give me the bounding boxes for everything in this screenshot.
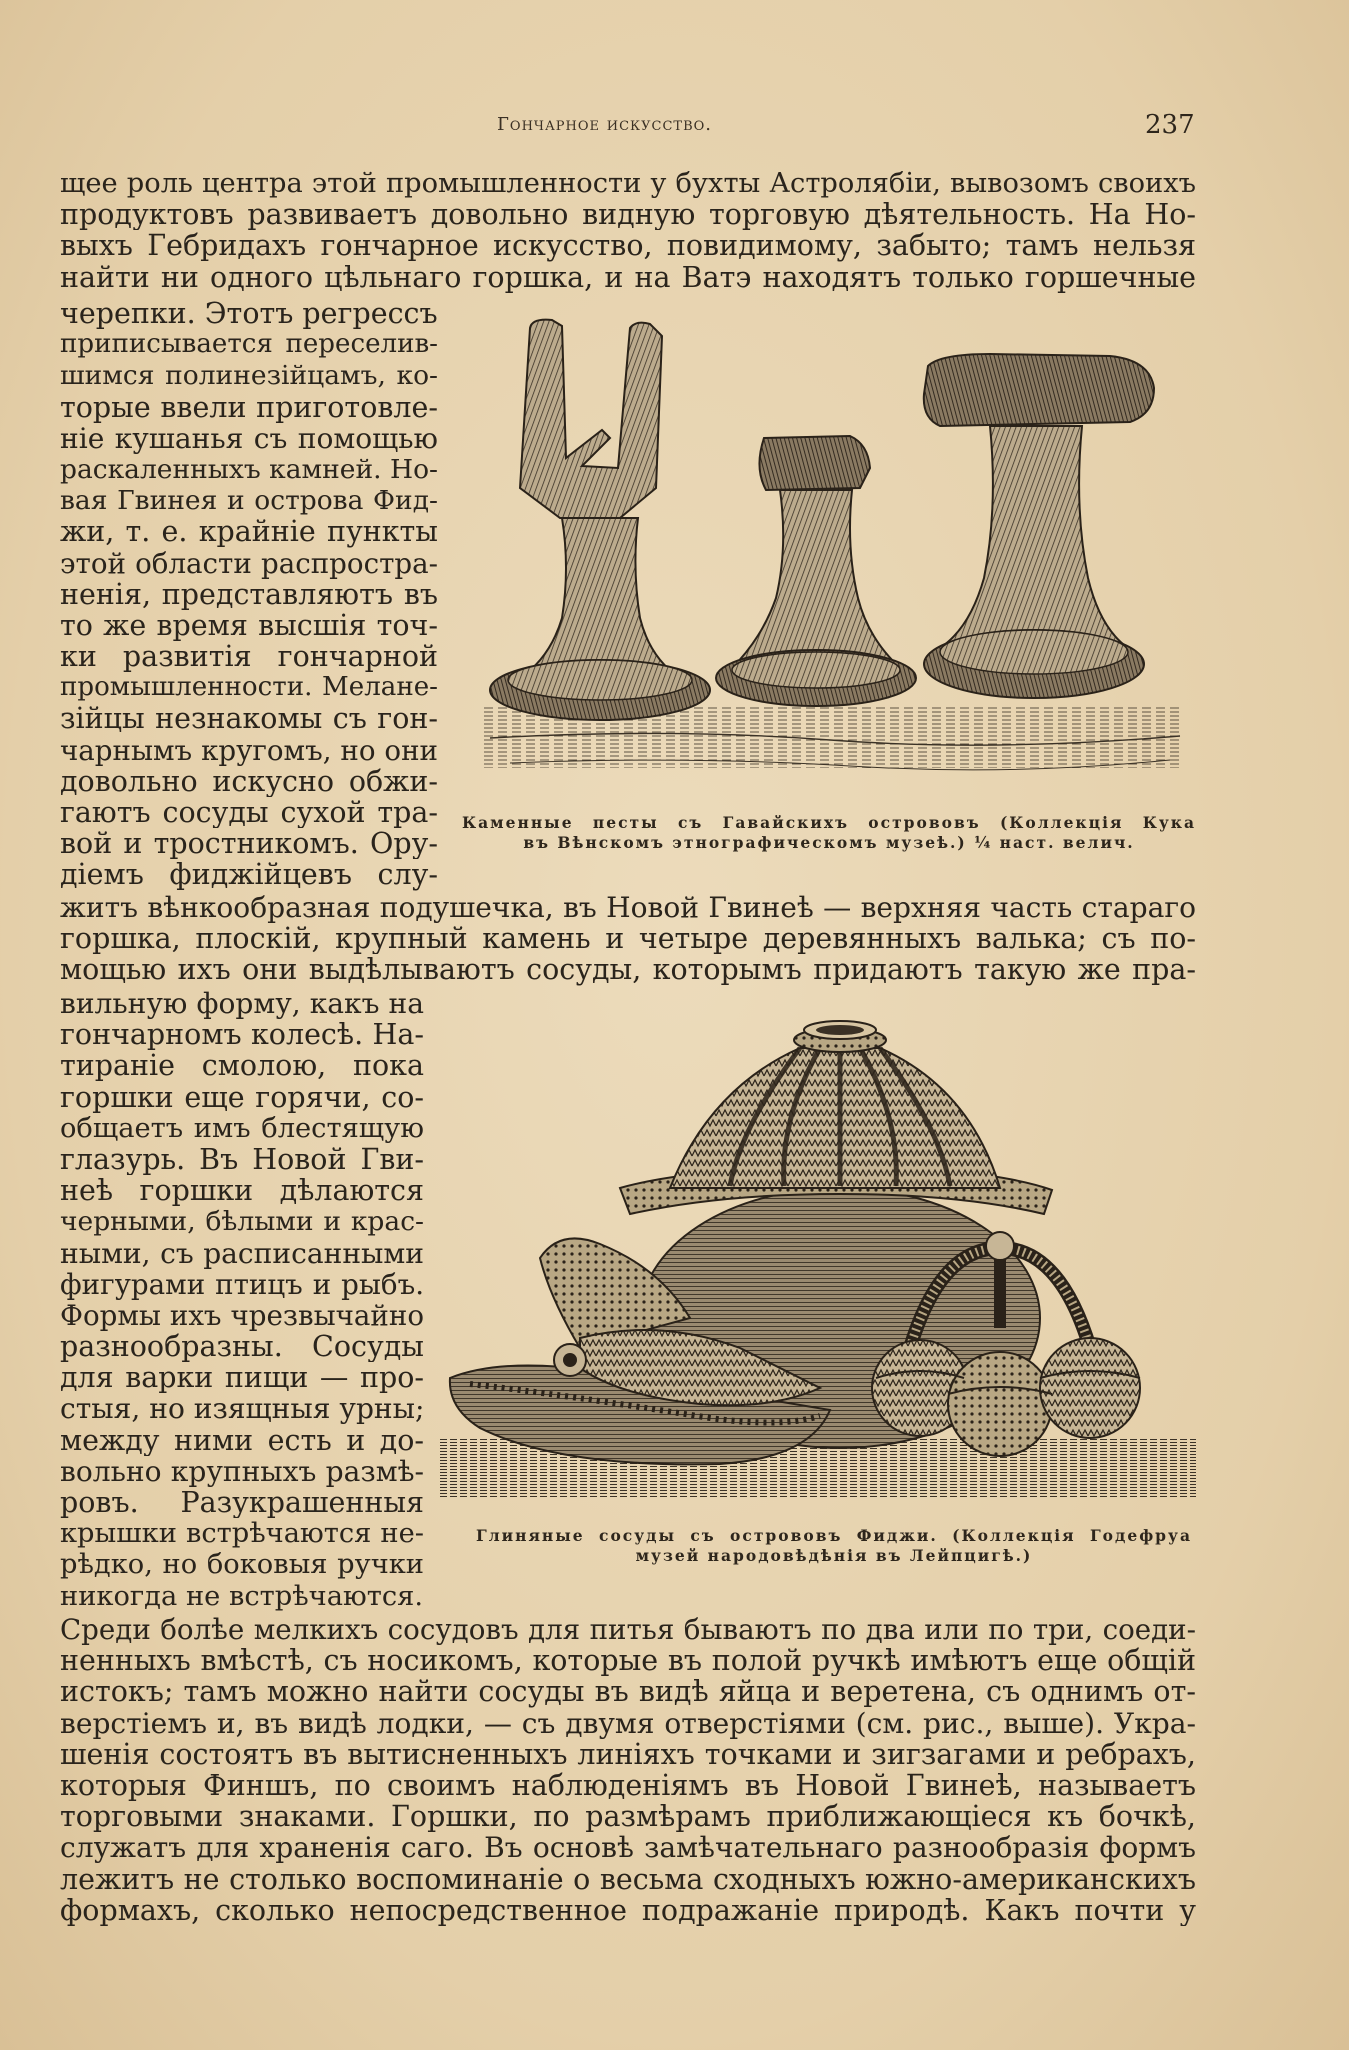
column-left-1 xyxy=(60,298,438,891)
pestle-right xyxy=(924,354,1154,698)
running-head: Гончарное искусство. xyxy=(497,114,712,135)
paragraph-middle xyxy=(60,892,1196,986)
text-line: щее роль центра этой промышленности у бухты Астролябіи, вывозомъ своихъ xyxy=(60,168,1196,199)
text-line: гончарномъ колесѣ. На- xyxy=(60,1019,424,1051)
text-line: лежитъ не столько воспоминаніе о весьма сходныхъ южно-американскихъ xyxy=(60,1863,1196,1895)
text-line: Среди болѣе мелкихъ сосудовъ для питья бываютъ по два или по три, соеди- xyxy=(60,1614,1196,1646)
text-line: діемъ фиджійцевъ слу- xyxy=(60,859,438,891)
pestle-middle xyxy=(716,436,916,706)
caption-line: Каменные песты съ Гавайскихъ острововъ (Коллекція Кука xyxy=(462,813,1196,832)
text-line: глазурь. Въ Новой Гви- xyxy=(60,1143,424,1176)
text-line: верстіемъ и, въ видѣ лодки, — съ двумя отверстіями (см. рис., выше). Укра- xyxy=(60,1707,1196,1739)
text-line: то же время высшія точ- xyxy=(60,609,438,642)
text-line: формахъ, сколько непосредственное подражаніе природѣ. Какъ почти у xyxy=(60,1894,1196,1926)
text-line: ненія, представляютъ въ xyxy=(60,578,438,610)
text-line: тираніе смолою, пока xyxy=(60,1050,424,1082)
pestles-engraving xyxy=(470,318,1196,808)
paragraph-bottom xyxy=(60,1614,1196,1926)
text-line: истокъ; тамъ можно найти сосуды въ видѣ яйца и веретена, съ однимъ от- xyxy=(60,1676,1196,1708)
text-line: которыя Финшъ, по своимъ наблюденіямъ въ Новой Гвинеѣ, называетъ xyxy=(60,1769,1196,1802)
text-line: приписывается переселив- xyxy=(60,329,438,360)
text-line: шимся полинезійцамъ, ко- xyxy=(60,360,438,392)
text-line: шенія состоятъ въ вытисненныхъ линіяхъ точками и зигзагами и ребрахъ, xyxy=(60,1738,1196,1770)
text-line: выхъ Гебридахъ гончарное искусство, повидимому, забыто; тамъ нельзя xyxy=(60,230,1196,262)
text-line: общаетъ имъ блестящую xyxy=(60,1112,424,1144)
text-line: торговыми знаками. Горшки, по размѣрамъ приближающіеся къ бочкѣ, xyxy=(60,1801,1196,1833)
text-line: для варки пищи — про- xyxy=(60,1362,424,1394)
text-line: ніе кушанья съ помощью xyxy=(60,422,438,454)
text-line: Формы ихъ чрезвычайно xyxy=(60,1299,424,1332)
text-line: черепки. Этотъ регрессъ xyxy=(60,298,438,330)
text-line: вильную форму, какъ на xyxy=(60,988,424,1020)
caption-pestles xyxy=(462,813,1196,853)
pottery-engraving xyxy=(440,1018,1196,1518)
text-line: вой и тростникомъ. Ору- xyxy=(60,828,438,860)
text-line: мощью ихъ они выдѣлываютъ сосуды, которымъ придаютъ такую же пра- xyxy=(60,954,1196,986)
text-line: раскаленныхъ камней. Но- xyxy=(60,453,438,485)
text-line: вольно крупныхъ размѣ- xyxy=(60,1455,424,1487)
text-line: вая Гвинея и острова Фид- xyxy=(60,485,438,517)
text-line: ненныхъ вмѣстѣ, съ носикомъ, которые въ полой ручкѣ имѣютъ еще общій xyxy=(60,1645,1196,1677)
text-line: ровъ. Разукрашенныя xyxy=(60,1487,424,1519)
text-line: продуктовъ развиваетъ довольно видную торговую дѣятельность. На Но- xyxy=(60,199,1196,231)
column-left-2 xyxy=(60,988,424,1612)
figure-stone-pestles xyxy=(470,318,1196,808)
text-line: рѣдко, но боковыя ручки xyxy=(60,1549,424,1581)
text-line: чарнымъ кругомъ, но они xyxy=(60,734,438,766)
text-line: никогда не встрѣчаются. xyxy=(60,1580,424,1612)
page-number: 237 xyxy=(1145,110,1195,140)
text-line: зійцы незнакомы съ гон- xyxy=(60,703,438,735)
text-line: разнообразны. Сосуды xyxy=(60,1331,424,1363)
caption-pottery xyxy=(476,1526,1192,1566)
text-line: гаютъ сосуды сухой тра- xyxy=(60,797,438,829)
caption-line: Глиняные сосуды съ острововъ Фиджи. (Коллекція Годефруа xyxy=(476,1526,1192,1545)
caption-line: въ Вѣнскомъ этнографическомъ музеѣ.) ¼ наст. велич. xyxy=(523,833,1135,852)
text-line: довольно искусно обжи- xyxy=(60,765,438,797)
text-line: жи, т. е. крайніе пункты xyxy=(60,516,438,548)
text-line: черными, бѣлыми и крас- xyxy=(60,1206,424,1238)
figure-fiji-pottery xyxy=(440,1018,1196,1518)
text-line: ки развитія гончарной xyxy=(60,641,438,673)
text-line: неѣ горшки дѣлаются xyxy=(60,1175,424,1207)
text-line: горшки еще горячи, со- xyxy=(60,1081,424,1113)
text-line: торые ввели приготовле- xyxy=(60,391,438,423)
text-line: ными, съ расписанными xyxy=(60,1237,424,1269)
text-line: фигурами птицъ и рыбъ. xyxy=(60,1268,424,1300)
text-line: этой области распростра- xyxy=(60,547,438,579)
pestle-left xyxy=(490,320,710,720)
text-line: стыя, но изящныя урны; xyxy=(60,1393,424,1425)
text-line: найти ни одного цѣльнаго горшка, и на Ватэ находятъ только горшечные xyxy=(60,261,1196,293)
caption-line: музей народовѣдѣнія въ Лейпцигѣ.) xyxy=(635,1546,1033,1565)
text-line: между ними есть и до- xyxy=(60,1424,424,1456)
page-header xyxy=(0,110,1349,148)
text-line: горшка, плоскій, крупный камень и четыре деревянныхъ валька; съ по- xyxy=(60,923,1196,955)
text-line: житъ вѣнкообразная подушечка, въ Новой Гвинеѣ — верхняя часть стараго xyxy=(60,892,1196,924)
text-line: промышленности. Мелане- xyxy=(60,672,438,703)
text-line: служатъ для храненія саго. Въ основѣ замѣчательнаго разнообразія формъ xyxy=(60,1832,1196,1864)
paragraph-top xyxy=(60,168,1196,293)
text-line: крышки встрѣчаются не- xyxy=(60,1518,424,1550)
